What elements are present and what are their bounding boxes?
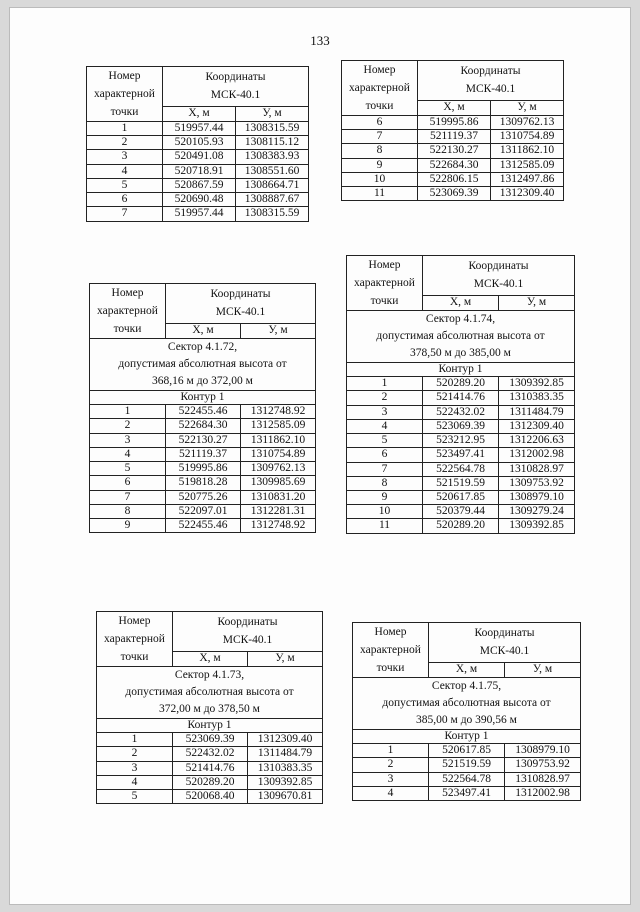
point-number-cell: 4: [90, 447, 166, 461]
y-coordinate-cell: 1311484.79: [499, 405, 575, 419]
y-coordinate-cell: 1311484.79: [248, 747, 323, 761]
y-coordinate-cell: 1308383.93: [236, 150, 309, 164]
table-row: [87, 164, 309, 178]
table-row: [353, 786, 581, 800]
header-line: МСК-40.1: [465, 83, 516, 96]
x-coordinate-cell: 520867.59: [163, 178, 236, 192]
table-row: [87, 150, 309, 164]
sector-line: допустимая абсолютная высота от: [382, 697, 551, 709]
y-coordinate-cell: 1312309.40: [499, 419, 575, 433]
y-coordinate-cell: 1309753.92: [505, 758, 581, 772]
table-row: [90, 433, 316, 447]
y-coordinate-cell: 1308315.59: [236, 207, 309, 221]
point-number-cell: 5: [90, 462, 166, 476]
point-number-cell: 5: [97, 790, 173, 804]
header-line: точки: [110, 106, 139, 118]
x-coordinate-cell: 520289.20: [423, 519, 499, 533]
x-coordinate-cell: 519957.44: [163, 207, 236, 221]
point-number-cell: 1: [97, 733, 173, 747]
x-coordinate-cell: 520289.20: [173, 775, 248, 789]
y-coordinate-cell: 1309985.69: [241, 476, 316, 490]
point-number-header: [347, 256, 423, 311]
point-number-cell: 5: [87, 178, 163, 192]
y-coordinate-cell: 1309762.13: [491, 116, 564, 130]
header-line: МСК-40.1: [215, 306, 266, 319]
table-row: [90, 419, 316, 433]
y-coordinate-cell: 1308315.59: [236, 122, 309, 136]
table-row: [347, 476, 575, 490]
table-row: [87, 122, 309, 136]
contour-row: [97, 719, 323, 733]
point-number-cell: 11: [342, 187, 418, 201]
x-coordinate-cell: 523212.95: [423, 434, 499, 448]
y-coordinate-cell: 1309392.85: [248, 775, 323, 789]
header-line: МСК-40.1: [210, 89, 261, 102]
page-number: 133: [310, 33, 330, 48]
y-coordinate-cell: 1309762.13: [241, 462, 316, 476]
point-number-cell: 10: [347, 505, 423, 519]
table-row: [342, 144, 564, 158]
header-row: [342, 61, 564, 101]
contour-row: [353, 730, 581, 744]
table-row: [97, 733, 323, 747]
point-number-cell: 8: [347, 476, 423, 490]
x-coordinate-cell: 523497.41: [423, 448, 499, 462]
table-row: [87, 193, 309, 207]
point-number-cell: 1: [87, 122, 163, 136]
header-row: [97, 612, 323, 652]
x-coordinate-cell: 521119.37: [166, 447, 241, 461]
sector-line: 372,00 м до 378,50 м: [159, 703, 260, 715]
header-line: Номер: [118, 615, 151, 627]
header-row: [90, 284, 316, 324]
coordinates-table: [346, 255, 575, 534]
x-coordinate-cell: 522097.01: [166, 504, 241, 518]
point-number-cell: 2: [353, 758, 429, 772]
table-row: [353, 758, 581, 772]
table-row: [347, 448, 575, 462]
sector-row: [97, 667, 323, 719]
y-coordinate-cell: 1312585.09: [241, 419, 316, 433]
contour-label: Контур 1: [90, 391, 316, 405]
y-coordinate-cell: 1310383.35: [248, 761, 323, 775]
sector-description: [97, 667, 323, 719]
coordinates-table: [96, 611, 323, 804]
table-row: [347, 505, 575, 519]
x-coordinate-cell: 520690.48: [163, 193, 236, 207]
header-line: Координаты: [217, 616, 278, 629]
x-coordinate-cell: 522455.46: [166, 518, 241, 532]
sector-description: [347, 311, 575, 363]
table-row: [90, 462, 316, 476]
header-line: точки: [113, 323, 142, 335]
y-column-header: У, м: [499, 295, 575, 310]
y-coordinate-cell: 1310754.89: [491, 130, 564, 144]
point-number-cell: 7: [90, 490, 166, 504]
y-coordinate-cell: 1312585.09: [491, 158, 564, 172]
table-row: [342, 187, 564, 201]
y-coordinate-cell: 1309392.85: [499, 377, 575, 391]
y-coordinate-cell: 1312309.40: [248, 733, 323, 747]
table-row: [347, 405, 575, 419]
x-coordinate-cell: 523069.39: [423, 419, 499, 433]
x-coordinate-cell: 519995.86: [166, 462, 241, 476]
header-line: Номер: [363, 64, 396, 76]
y-coordinate-cell: 1312497.86: [491, 172, 564, 186]
y-coordinate-cell: 1308551.60: [236, 164, 309, 178]
header-line: Координаты: [468, 260, 529, 273]
sector-line: допустимая абсолютная высота от: [118, 358, 287, 370]
y-column-header: У, м: [248, 651, 323, 666]
sector-line: Сектор 4.1.75,: [431, 680, 502, 692]
sector-line: Сектор 4.1.73,: [174, 669, 245, 681]
header-line: точки: [376, 662, 405, 674]
point-number-cell: 6: [90, 476, 166, 490]
x-coordinate-cell: 522684.30: [418, 158, 491, 172]
y-column-header: У, м: [236, 106, 309, 121]
point-number-header: [342, 61, 418, 116]
point-number-cell: 2: [87, 136, 163, 150]
y-coordinate-cell: 1311862.10: [491, 144, 564, 158]
table-row: [90, 476, 316, 490]
point-number-cell: 7: [342, 130, 418, 144]
x-column-header: Х, м: [423, 295, 499, 310]
point-number-cell: 4: [347, 419, 423, 433]
header-line: МСК-40.1: [222, 634, 273, 647]
y-coordinate-cell: 1312748.92: [241, 405, 316, 419]
header-line: Номер: [374, 626, 407, 638]
coordinates-header: [166, 284, 316, 324]
coordinates-table: [89, 283, 316, 533]
y-coordinate-cell: 1309392.85: [499, 519, 575, 533]
x-coordinate-cell: 521519.59: [429, 758, 505, 772]
header-line: характерной: [97, 305, 158, 317]
point-number-cell: 3: [97, 761, 173, 775]
y-coordinate-cell: 1308115.12: [236, 136, 309, 150]
x-coordinate-cell: 523497.41: [429, 786, 505, 800]
table-row: [90, 504, 316, 518]
point-number-cell: 11: [347, 519, 423, 533]
table-row: [87, 207, 309, 221]
header-row: [353, 623, 581, 663]
sector-line: допустимая абсолютная высота от: [376, 330, 545, 342]
header-line: МСК-40.1: [479, 645, 530, 658]
y-coordinate-cell: 1308887.67: [236, 193, 309, 207]
table-row: [342, 158, 564, 172]
header-line: Номер: [111, 287, 144, 299]
sector-row: [353, 678, 581, 730]
coordinates-header: [418, 61, 564, 101]
table-row: [87, 178, 309, 192]
x-column-header: Х, м: [173, 651, 248, 666]
header-line: характерной: [349, 82, 410, 94]
coordinates-header: [423, 256, 575, 296]
table-row: [347, 377, 575, 391]
y-column-header: У, м: [491, 100, 564, 115]
x-coordinate-cell: 522455.46: [166, 405, 241, 419]
header-line: характерной: [104, 633, 165, 645]
table-row: [353, 744, 581, 758]
y-coordinate-cell: 1309279.24: [499, 505, 575, 519]
x-coordinate-cell: 520491.08: [163, 150, 236, 164]
y-coordinate-cell: 1310828.97: [499, 462, 575, 476]
point-number-cell: 5: [347, 434, 423, 448]
sector-description: [90, 339, 316, 391]
point-number-cell: 6: [342, 116, 418, 130]
table-row: [90, 447, 316, 461]
x-coordinate-cell: 521119.37: [418, 130, 491, 144]
x-coordinate-cell: 521414.76: [423, 391, 499, 405]
y-coordinate-cell: 1310754.89: [241, 447, 316, 461]
x-coordinate-cell: 522564.78: [423, 462, 499, 476]
sector-line: допустимая абсолютная высота от: [125, 686, 294, 698]
y-coordinate-cell: 1309670.81: [248, 790, 323, 804]
table-row: [347, 519, 575, 533]
x-coordinate-cell: 520775.26: [166, 490, 241, 504]
point-number-cell: 7: [87, 207, 163, 221]
point-number-cell: 6: [87, 193, 163, 207]
x-coordinate-cell: 521414.76: [173, 761, 248, 775]
x-coordinate-cell: 521519.59: [423, 476, 499, 490]
header-line: Координаты: [474, 627, 535, 640]
table-row: [87, 136, 309, 150]
x-coordinate-cell: 522130.27: [166, 433, 241, 447]
sector-description: [353, 678, 581, 730]
point-number-cell: 4: [97, 775, 173, 789]
table-row: [353, 772, 581, 786]
contour-label: Контур 1: [97, 719, 323, 733]
point-number-cell: 1: [353, 744, 429, 758]
table-row: [342, 130, 564, 144]
point-number-cell: 10: [342, 172, 418, 186]
y-coordinate-cell: 1308979.10: [505, 744, 581, 758]
point-number-header: [97, 612, 173, 667]
y-column-header: У, м: [505, 662, 581, 677]
coordinates-header: [163, 67, 309, 107]
table-row: [97, 747, 323, 761]
contour-label: Контур 1: [353, 730, 581, 744]
header-line: Координаты: [205, 71, 266, 84]
point-number-cell: 9: [342, 158, 418, 172]
x-coordinate-cell: 523069.39: [173, 733, 248, 747]
sector-row: [90, 339, 316, 391]
coordinates-header: [173, 612, 323, 652]
header-line: точки: [365, 100, 394, 112]
x-coordinate-cell: 520379.44: [423, 505, 499, 519]
coordinates-table: [352, 622, 581, 801]
point-number-cell: 2: [97, 747, 173, 761]
x-column-header: Х, м: [429, 662, 505, 677]
x-coordinate-cell: 522684.30: [166, 419, 241, 433]
point-number-header: [353, 623, 429, 678]
point-number-header: [87, 67, 163, 122]
y-coordinate-cell: 1312002.98: [505, 786, 581, 800]
header-line: Номер: [108, 70, 141, 82]
sector-row: [347, 311, 575, 363]
table-row: [90, 518, 316, 532]
table-row: [347, 462, 575, 476]
contour-row: [347, 363, 575, 377]
x-coordinate-cell: 519995.86: [418, 116, 491, 130]
sector-line: 368,16 м до 372,00 м: [152, 375, 253, 387]
x-coordinate-cell: 523069.39: [418, 187, 491, 201]
header-line: Координаты: [210, 288, 271, 301]
contour-label: Контур 1: [347, 363, 575, 377]
x-coordinate-cell: 522432.02: [423, 405, 499, 419]
y-coordinate-cell: 1312002.98: [499, 448, 575, 462]
x-coordinate-cell: 520617.85: [423, 490, 499, 504]
header-line: характерной: [354, 277, 415, 289]
x-coordinate-cell: 522806.15: [418, 172, 491, 186]
header-line: точки: [120, 651, 149, 663]
point-number-cell: 1: [90, 405, 166, 419]
point-number-cell: 6: [347, 448, 423, 462]
coordinates-header: [429, 623, 581, 663]
point-number-cell: 7: [347, 462, 423, 476]
point-number-cell: 9: [347, 490, 423, 504]
point-number-header: [90, 284, 166, 339]
x-coordinate-cell: 520718.91: [163, 164, 236, 178]
x-coordinate-cell: 519957.44: [163, 122, 236, 136]
table-row: [347, 419, 575, 433]
table-row: [97, 761, 323, 775]
x-column-header: Х, м: [166, 323, 241, 338]
point-number-cell: 3: [90, 433, 166, 447]
point-number-cell: 8: [90, 504, 166, 518]
point-number-cell: 2: [90, 419, 166, 433]
header-line: точки: [370, 295, 399, 307]
table-row: [90, 490, 316, 504]
x-coordinate-cell: 522130.27: [418, 144, 491, 158]
header-line: характерной: [360, 644, 421, 656]
sector-line: Сектор 4.1.72,: [167, 341, 238, 353]
contour-row: [90, 391, 316, 405]
table-row: [347, 391, 575, 405]
x-coordinate-cell: 522432.02: [173, 747, 248, 761]
y-coordinate-cell: 1308979.10: [499, 490, 575, 504]
y-coordinate-cell: 1308664.71: [236, 178, 309, 192]
point-number-cell: 4: [87, 164, 163, 178]
x-coordinate-cell: 520068.40: [173, 790, 248, 804]
coordinates-table: [341, 60, 564, 201]
y-coordinate-cell: 1311862.10: [241, 433, 316, 447]
header-line: Номер: [368, 259, 401, 271]
y-column-header: У, м: [241, 323, 316, 338]
y-coordinate-cell: 1310828.97: [505, 772, 581, 786]
table-row: [97, 775, 323, 789]
sector-line: Сектор 4.1.74,: [425, 313, 496, 325]
point-number-cell: 2: [347, 391, 423, 405]
header-row: [87, 67, 309, 107]
x-column-header: Х, м: [163, 106, 236, 121]
header-line: характерной: [94, 88, 155, 100]
point-number-cell: 3: [87, 150, 163, 164]
y-coordinate-cell: 1310383.35: [499, 391, 575, 405]
table-row: [342, 116, 564, 130]
table-row: [347, 490, 575, 504]
point-number-cell: 4: [353, 786, 429, 800]
header-row: [347, 256, 575, 296]
y-coordinate-cell: 1309753.92: [499, 476, 575, 490]
y-coordinate-cell: 1312206.63: [499, 434, 575, 448]
x-coordinate-cell: 520289.20: [423, 377, 499, 391]
x-column-header: Х, м: [418, 100, 491, 115]
table-row: [97, 790, 323, 804]
point-number-cell: 8: [342, 144, 418, 158]
y-coordinate-cell: 1312281.31: [241, 504, 316, 518]
table-row: [342, 172, 564, 186]
header-line: Координаты: [460, 65, 521, 78]
x-coordinate-cell: 519818.28: [166, 476, 241, 490]
sector-line: 385,00 м до 390,56 м: [416, 714, 517, 726]
x-coordinate-cell: 520617.85: [429, 744, 505, 758]
table-row: [90, 405, 316, 419]
point-number-cell: 3: [353, 772, 429, 786]
y-coordinate-cell: 1312748.92: [241, 518, 316, 532]
sector-line: 378,50 м до 385,00 м: [410, 347, 511, 359]
x-coordinate-cell: 522564.78: [429, 772, 505, 786]
table-row: [347, 434, 575, 448]
point-number-cell: 3: [347, 405, 423, 419]
point-number-cell: 1: [347, 377, 423, 391]
x-coordinate-cell: 520105.93: [163, 136, 236, 150]
header-line: МСК-40.1: [473, 278, 524, 291]
y-coordinate-cell: 1312309.40: [491, 187, 564, 201]
coordinates-table: [86, 66, 309, 222]
y-coordinate-cell: 1310831.20: [241, 490, 316, 504]
point-number-cell: 9: [90, 518, 166, 532]
